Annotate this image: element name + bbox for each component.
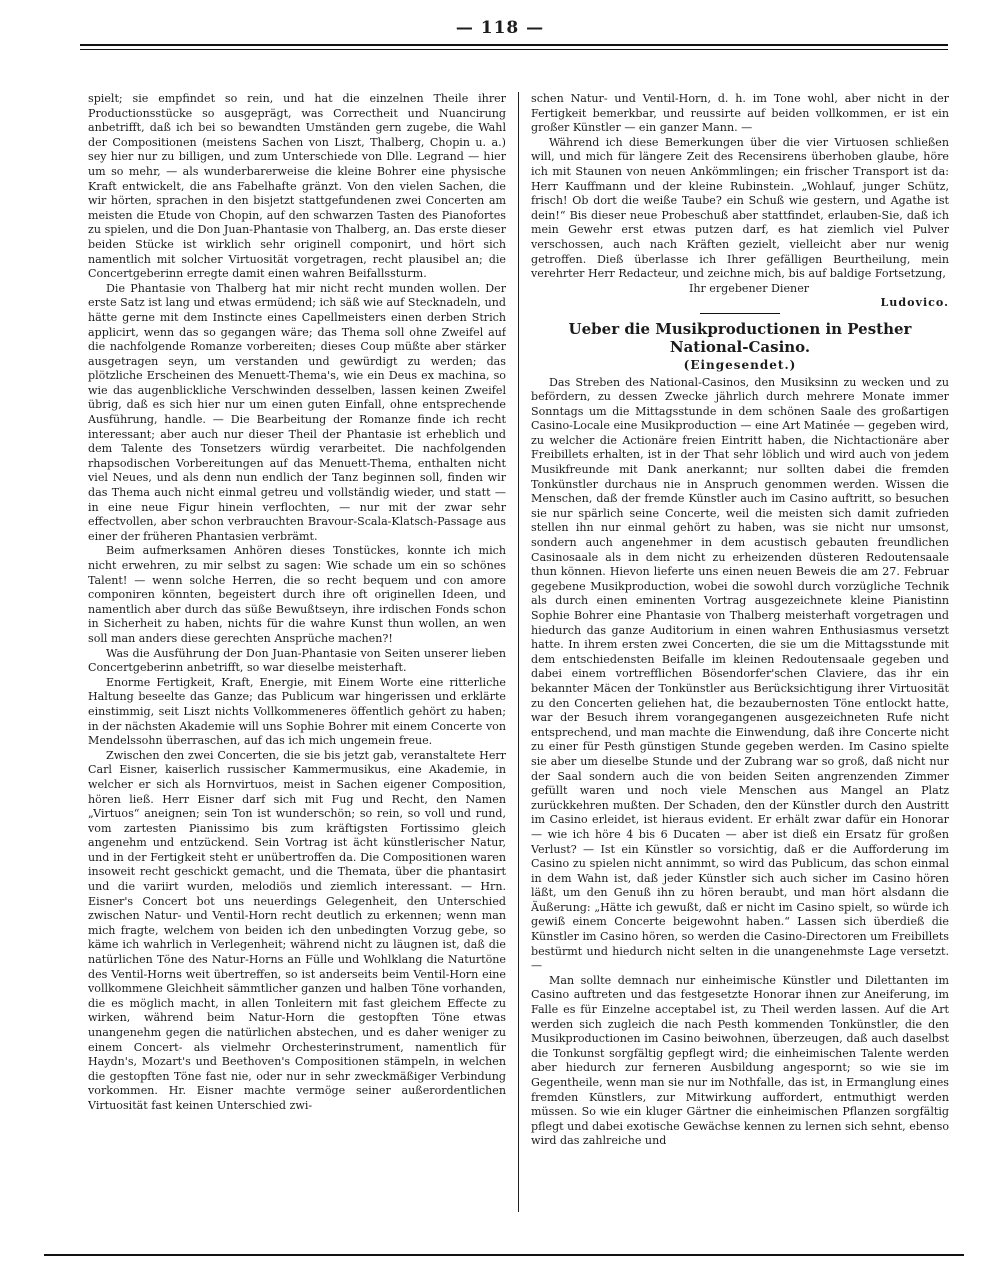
paragraph: Man sollte demnach nur einheimische Künstler und Dilettanten im Casino auftreten und das festgesetzte Honorar ihnen zur Aneiferung, im Falle es für Einzelne acceptabel ist, zu Theil werden lassen. Auf die Art werden sich zugleich die nach Pesth kommenden Tonkünstler, die den Musikproductionen im Casino beiwohnen, überzeugen, daß auch daselbst die Tonkunst sorgfältig gepflegt wird; die einheimischen Talente werden aber hiedurch zur ferneren Ausbildung angespornt; so wie sie im Gegentheile, wenn man sie nur im Nothfalle, das ist, in Ermanglung eines fremden Künstlers, zur Mitwirkung auffordert, entmuthigt werden müssen. So wie ein kluger Gärtner die einheimischen Pflanzen sorgfältig pflegt und dabei exotische Gewächse kennen zu lernen sich sehnt, ebenso wird das zahlreiche und xyxy=(531,973,949,1148)
paragraph: spielt; sie empfindet so rein, und hat die einzelnen Theile ihrer Productionsstücke so ausgeprägt, was Correctheit und Nuancirung anbetrifft, daß ich bei so bewandten Umständen gern zugebe, die Wahl der Compositionen (meistens Sachen von Liszt, Thalberg, Chopin u. a.) sey hier nur zu billigen, und zum Unterschiede von Dlle. Legrand — hier um so mehr, — als wunderbarerweise die kleine Bohrer eine physische Kraft entwickelt, die ans Fabelhafte gränzt. Von den vielen Sachen, die wir hörten, sprachen in den bisjetzt stattgefundenen zwei Concerten am meisten die Etude von Chopin, auf den schwarzen Tasten des Pianofortes zu spielen, und die Don Juan-Phantasie von Thalberg, an. Das erste dieser beiden Stücke ist wirklich sehr originell componirt, und hört sich namentlich mit solcher Virtuosität vorgetragen, recht plausibel an; die Concertgeberinn erregte damit einen wahren Beifallssturm. xyxy=(88,92,506,281)
paragraph: Beim aufmerksamen Anhören dieses Tonstückes, konnte ich mich nicht erwehren, zu mir selbst zu sagen: Wie schade um ein so schönes Talent! — wenn solche Herren, die so recht bequem und con amore componiren könnten, begeistert durch ihre oft originellen Ideen, und namentlich aber durch das süße Bewußtseyn, ihre irdischen Fonds schon in Sicherheit zu haben, nichts für die wahre Kunst thun wollen, an wen soll man anders diese gerechten Ansprüche machen?! xyxy=(88,544,506,645)
article-body xyxy=(531,376,949,1149)
footer-rule xyxy=(44,1254,964,1256)
left-column xyxy=(88,92,506,1220)
paragraph: Die Phantasie von Thalberg hat mir nicht recht munden wollen. Der erste Satz ist lang und etwas ermüdend; ich säß wie auf Stecknadeln, und hätte gerne mit dem Instincte eines Capellmeisters einen derben Strich applicirt, wenn das so gegangen wäre; das Thema soll ohne Zweifel auf die nachfolgende Romanze vorbereiten; dieses Coup müßte aber stärker ausgetragen seyn, um verstanden und gewürdigt zu werden; das plötzliche Erscheinen des Menuett-Thema's, wie ein Deus ex machina, so wie das augenblickliche Verschwinden desselben, lassen keinen Zweifel übrig, daß es sich hier nur um einen guten Einfall, ohne entsprechende Ausführung, handle. — Die Bearbeitung der Romanze finde ich recht interessant; aber auch nur dieser Theil der Phantasie ist erheblich und dem Talente des Tonsetzers würdig verarbeitet. Die nachfolgenden rhapsodischen Vorbereitungen auf das Menuett-Thema, enthalten nicht viel Neues, und als denn nun endlich der Tanz beginnen soll, finden wir das Thema auch nicht einmal getreu und vollständig wieder, und statt — in eine neue Figur hinein verflochten, — nur mit der zwar sehr effectvollen, aber schon verbrauchten Bravour-Scala-Klatsch-Passage aus einer der früheren Phantasien verbrämt. xyxy=(88,281,506,543)
paragraph: schen Natur- und Ventil-Horn, d. h. im Tone wohl, aber nicht in der Fertigkeit bemerkbar, und reussirte auf beiden vollkommen, er ist ein großer Künstler — ein ganzer Mann. — xyxy=(531,92,949,135)
section-separator xyxy=(700,313,780,314)
article-subtitle: (Eingesendet.) xyxy=(683,357,797,372)
signature: Ludovico. xyxy=(880,296,949,310)
header-rule-thin xyxy=(80,49,948,50)
letter-continuation xyxy=(531,92,949,282)
column-divider xyxy=(518,92,519,1212)
signoff: Ihr ergebener Diener xyxy=(688,281,810,295)
paragraph: Während ich diese Bemerkungen über die vier Virtuosen schließen will, und mich für längere Zeit des Recensirens überhoben glaube, höre ich mit Staunen von neuen Ankömmlingen; ein frischer Transport ist da: Herr Kauffmann und der kleine Rubinstein. „Wohlauf, junger Schütz, frisch! Ob dort die weiße Taube? ein Schuß wie gestern, und Agathe ist dein!“ Bis dieser neue Probeschuß aber stattfindet, erlauben-Sie, daß ich mein Gewehr erst etwas putzen darf, es hat ziemlich viel Pulver verschossen, auch nach Kräften gezielt, vielleicht aber nur wenig getroffen. Dieß überlasse ich Ihrer gefälligen Beurtheilung, mein verehrter Herr Redacteur, und zeichne mich, bis auf baldige Fortsetzung, xyxy=(531,135,949,281)
header-rule xyxy=(80,44,948,46)
article-title: Ueber die Musikproductionen in Pesther National-Casino. xyxy=(568,319,912,356)
paragraph: Enorme Fertigkeit, Kraft, Energie, mit Einem Worte eine ritterliche Haltung beseelte das Ganze; das Publicum war hingerissen und erklärte einstimmig, seit Liszt nichts Vollkommeneres öffentlich gehört zu haben; in der nächsten Akademie will uns Sophie Bohrer mit einem Concerte von Mendelssohn überraschen, auf das ich mich ungemein freue. xyxy=(88,675,506,748)
paragraph: Das Streben des National-Casinos, den Musiksinn zu wecken und zu befördern, zu dessen Zwecke jährlich durch mehrere Monate immer Sonntags um die Mittagsstunde in dem schönen Saale des großartigen Casino-Locale eine Musikproduction — eine Art Matinée — gegeben wird, zu welcher die Actionäre freien Eintritt haben, die Nichtactionäre aber Freibillets erhalten, ist in der That sehr löblich und wird auch von jedem Musikfreunde mit Dank anerkannt; nur sollten dabei die fremden Tonkünstler durchaus nie in Anspruch genommen werden. Wissen die Menschen, daß der fremde Künstler auch im Casino auftritt, so besuchen sie nur spärlich seine Concerte, weil die meisten sich damit zufrieden stellen ihn nur einmal gehört zu haben, was sie nicht nur umsonst, sondern auch angenehmer in dem acustisch gebauten freundlichen Casinosaale als in dem nicht zu erheizenden düsteren Redoutensaale thun können. Hievon lieferte uns einen neuen Beweis die am 27. Februar gegebene Musikproduction, wobei die sowohl durch vorzügliche Technik als durch einen eminenten Vortrag ausgezeichnete kleine Pianistinn Sophie Bohrer eine Phantasie von Thalberg meisterhaft vorgetragen und hiedurch das ganze Auditorium in einen wahren Enthusiasmus versetzt hatte. In ihrem ersten zwei Concerten, die sie um die Mittagsstunde mit dem entschiedensten Beifalle im kleinen Redoutensaale gegeben und dabei einem vortrefflichen Bösendorfer'schen Claviere, das ihr ein bekannter Mäcen der Tonkünstler aus Berücksichtigung ihrer Virtuosität zu den Concerten geliehen hat, die bezaubernosten Töne entlockt hatte, war der Besuch ihrem vorangegangenen ausgezeichneten Rufe nicht entsprechend, und man machte die Einwendung, daß ihre Concerte nicht zu einer für Pesth günstigen Stunde gegeben werden. Im Casino spielte sie aber um dieselbe Stunde und der Zubrang war so groß, daß nicht nur der Saal sondern auch die von beiden Seiten angrenzenden Zimmer gefüllt waren und noch viele Menschen aus Mangel an Platz zurückkehren mußten. Der Schaden, den der Künstler durch den Austritt im Casino erleidet, ist hieraus evident. Er erhält zwar dafür ein Honorar — wie ich höre 4 bis 6 Ducaten — aber ist dieß ein Ersatz für großen Verlust? — Ist ein Künstler so vorsichtig, daß er die Aufforderung im Casino zu spielen nicht annimmt, so wird das Publicum, das schon einmal in dem Wahn ist, daß jeder Künstler sich auch sicher im Casino hören läßt, um den Genuß ihn zu hören beraubt, und man hört alsdann die Äußerung: „Hätte ich gewußt, daß er nicht im Casino spielt, so würde ich gewiß einem Concerte beigewohnt haben.“ Lassen sich überdieß die Künstler im Casino hören, so werden die Casino-Directoren um Freibillets bestürmt und hiedurch nicht selten in die unangenehmste Lage versetzt. — xyxy=(531,375,949,973)
right-column xyxy=(531,92,949,1220)
paragraph: Zwischen den zwei Concerten, die sie bis jetzt gab, veranstaltete Herr Carl Eisner, kaiserlich russischer Kammermusikus, eine Akademie, in welcher er sich als Hornvirtuos, meist in Sachen eigener Composition, hören ließ. Herr Eisner darf sich mit Fug und Recht, den Namen „Virtuos“ aneignen; sein Ton ist wunderschön; so rein, so voll und rund, vom zartesten Pianissimo bis zum kräftigsten Fortissimo gleich angenehm und entzückend. Sein Vortrag ist ächt künstlerischer Natur, und in der Fertigkeit steht er unübertroffen da. Die Compositionen waren insoweit recht geschickt gemacht, und die Themata, über die phantasirt und die variirt wurden, melodiös und ziemlich interessant. — Hrn. Eisner's Concert bot uns neuerdings Gelegenheit, den Unterschied zwischen Natur- und Ventil-Horn recht deutlich zu erkennen; wenn man mich fragte, welchem von beiden ich den unbedingten Vorzug gebe, so käme ich wahrlich in Verlegenheit; während nicht zu läugnen ist, daß die natürlichen Töne des Natur-Horns an Fülle und Wohlklang die Naturtöne des Ventil-Horns weit übertreffen, so ist anderseits beim Ventil-Horn eine vollkommene Gleichheit sämmtlicher ganzen und halben Töne vorhanden, die es möglich macht, in allen Tonleitern mit fast gleichem Effecte zu wirken, während beim Natur-Horn die gestopften Töne etwas unangenehm gegen die natürlichen abstechen, und es daher weniger zu einem Concert- als vielmehr Orchesterinstrument, namentlich für Haydn's, Mozart's und Beethoven's Compositionen stämpeln, in welchen die gestopften Töne fast nie, oder nur in sehr zweckmäßiger Verbindung vorkommen. Hr. Eisner machte vermöge seiner außerordentlichen Virtuosität fast keinen Unterschied zwi- xyxy=(88,748,506,1112)
paragraph: Was die Ausführung der Don Juan-Phantasie von Seiten unserer lieben Concertgeberinn anbetrifft, so war dieselbe meisterhaft. xyxy=(88,646,506,675)
page-number: — 118 — xyxy=(455,18,545,38)
